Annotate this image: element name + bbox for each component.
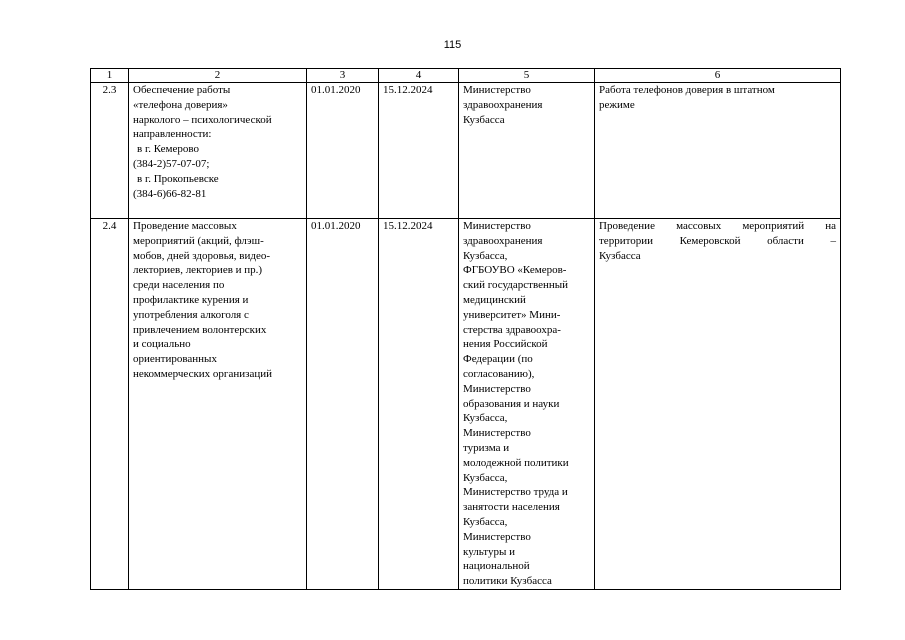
executor-line: Министерство — [463, 220, 531, 232]
column-header: 6 — [595, 69, 841, 83]
result-cell — [595, 83, 841, 219]
executor-line: стерства здравоохра- — [463, 323, 561, 336]
executor-line: Министерство — [463, 382, 531, 395]
result-cell — [595, 219, 841, 590]
activity-line: «телефона доверия» — [133, 98, 228, 111]
executor-line: национальной — [463, 560, 530, 573]
executor-line: Министерство — [463, 427, 531, 440]
activity-line: среди населения по — [133, 279, 225, 292]
activity-cell — [129, 219, 307, 590]
executor-line: университет» Мини- — [463, 308, 561, 321]
page-number: 115 — [443, 39, 462, 51]
activity-line: мероприятий (акций, флэш- — [133, 234, 264, 247]
column-header: 1 — [91, 69, 129, 83]
executor-line: культуры и — [463, 545, 515, 558]
result-line: Работа телефонов доверия в штатном — [599, 84, 775, 96]
activity-line: Обеспечение работы — [133, 84, 231, 96]
executor-line: Кузбасса, — [463, 412, 508, 425]
executor-line: Федерации (по — [463, 353, 533, 366]
activity-line: наркологo – психологической — [133, 113, 272, 126]
executor-line: ский государственный — [463, 279, 569, 292]
executor-line: нения Российской — [463, 338, 548, 351]
result-line: территории Кемеровской области – — [599, 234, 836, 247]
table-row — [91, 83, 841, 219]
activity-line: в г. Кемерово — [137, 143, 199, 156]
executor-line: Кузбасса, — [463, 249, 508, 262]
executor-line: Министерство — [463, 530, 531, 543]
activity-line: лекториев, лекториев и пр.) — [133, 264, 263, 277]
activity-line: привлечением волонтерских — [133, 323, 267, 336]
activity-line: профилактике курения и — [133, 293, 249, 306]
executor-line: занятости населения — [463, 501, 560, 514]
result-line: режиме — [599, 98, 635, 111]
end-date: 15.12.2024 — [379, 219, 459, 590]
activities-table — [90, 68, 841, 590]
start-date: 01.01.2020 — [307, 219, 379, 590]
activity-line: (384-6)66-82-81 — [133, 187, 207, 200]
executor-line: медицинский — [463, 293, 526, 306]
activity-line: в г. Прокопьевске — [137, 172, 219, 185]
executor-line: Кузбасса, — [463, 515, 508, 528]
end-date: 15.12.2024 — [379, 83, 459, 219]
executor-cell — [459, 83, 595, 219]
activity-cell — [129, 83, 307, 219]
activity-line: (384-2)57-07-07; — [133, 157, 210, 170]
column-header: 3 — [307, 69, 379, 83]
executor-line: политики Кузбасса — [463, 575, 552, 588]
executor-line: Кузбасса, — [463, 471, 508, 484]
executor-line: согласованию), — [463, 367, 535, 380]
executor-line: здравоохранения — [463, 98, 543, 111]
activity-line: некоммерческих организаций — [133, 367, 272, 380]
executor-line: молодежной политики — [463, 456, 569, 469]
column-header: 2 — [129, 69, 307, 83]
activity-line: Проведение массовых — [133, 220, 237, 232]
activity-line: употребления алкоголя с — [133, 308, 249, 321]
row-number: 2.3 — [91, 83, 129, 219]
executor-cell — [459, 219, 595, 590]
executor-line: ФГБОУВО «Кемеров- — [463, 264, 567, 277]
executor-line: Министерство — [463, 84, 531, 96]
result-line: Проведение массовых мероприятий на — [599, 220, 836, 232]
activity-line: мобов, дней здоровья, видео- — [133, 249, 270, 262]
activity-line: и социально — [133, 338, 191, 351]
result-line: Кузбасса — [599, 249, 641, 262]
column-header: 4 — [379, 69, 459, 83]
executor-line: Кузбасса — [463, 113, 505, 126]
executor-line: туризма и — [463, 441, 510, 454]
activity-line: направленности: — [133, 128, 212, 141]
column-header: 5 — [459, 69, 595, 83]
table-row — [91, 219, 841, 590]
executor-line: образования и науки — [463, 397, 560, 410]
row-number: 2.4 — [91, 219, 129, 590]
table-header-row — [91, 69, 841, 83]
executor-line: здравоохранения — [463, 234, 543, 247]
activity-line: ориентированных — [133, 353, 217, 366]
executor-line: Министерство труда и — [463, 486, 568, 499]
start-date: 01.01.2020 — [307, 83, 379, 219]
